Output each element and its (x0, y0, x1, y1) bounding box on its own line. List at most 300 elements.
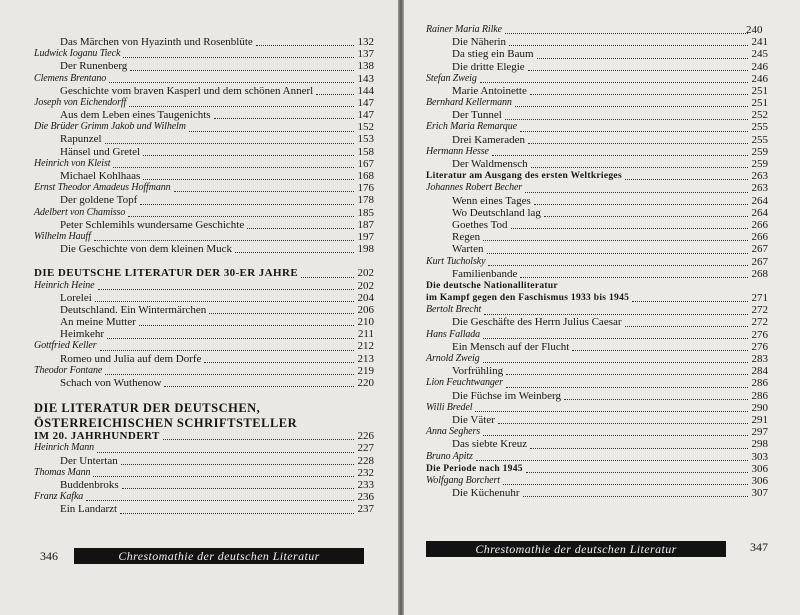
dot-leader (525, 192, 748, 193)
toc-work-entry (34, 146, 374, 158)
toc-page-number: 283 (751, 353, 768, 366)
top-page-number: 240 (746, 24, 763, 36)
toc-page-number: 267 (751, 255, 768, 268)
toc-page-number: 147 (357, 109, 374, 122)
toc-work-entry (34, 170, 374, 182)
toc-page-number: 197 (357, 230, 374, 243)
toc-page-number: 284 (751, 365, 768, 378)
dot-leader (98, 289, 354, 290)
toc-entry-title: Johannes Robert Becher (426, 182, 523, 194)
toc-page-number: 276 (751, 340, 768, 353)
toc-author-entry (34, 231, 374, 243)
toc-work-entry (426, 268, 768, 280)
left-page (0, 0, 398, 615)
toc-author-entry (34, 442, 374, 454)
toc-entry-title: IM 20. JAHRHUNDERT (34, 430, 160, 443)
toc-section-heading (426, 170, 768, 182)
toc-author-entry (426, 24, 768, 36)
toc-page-number: 255 (751, 133, 768, 146)
toc-author-entry (426, 97, 768, 109)
toc-page-number: 220 (357, 377, 374, 390)
toc-entry-title: Warten (452, 243, 484, 256)
dot-leader (174, 191, 354, 192)
dot-leader (520, 131, 748, 132)
toc-work-entry (426, 134, 768, 146)
toc-entry-title: Die deutsche Nationalliteratur (426, 280, 558, 291)
toc-page-number: 306 (751, 474, 768, 487)
toc-work-entry (34, 36, 374, 48)
dot-leader (120, 513, 354, 514)
toc-entry-title: Franz Kafka (34, 491, 84, 503)
toc-section-heading (34, 267, 374, 279)
toc-work-entry (426, 438, 768, 450)
toc-entry-title: Heinrich Heine (34, 279, 95, 291)
toc-entry-title: Hänsel und Gretel (60, 145, 141, 158)
toc-entry-title: Stefan Zweig (426, 72, 477, 84)
toc-entry-title: Lion Feuchtwanger (426, 377, 503, 389)
toc-work-entry (426, 85, 768, 97)
toc-entry-title: An meine Mutter (60, 316, 136, 329)
toc-entry-title: Die Füchse im Weinberg (452, 389, 561, 402)
toc-entry-title: Die Brüder Grimm Jakob und Wilhelm (34, 121, 186, 133)
dot-leader (105, 143, 354, 144)
toc-section-heading (426, 280, 768, 292)
dot-leader (247, 228, 354, 229)
toc-author-entry (426, 402, 768, 414)
toc-page-number: 271 (751, 292, 768, 305)
toc-entry-title: Wolfgang Borchert (426, 474, 500, 486)
toc-page-number: 237 (357, 503, 374, 516)
dot-leader (235, 252, 354, 253)
toc-page-number: 147 (357, 96, 374, 109)
toc-entry-title: Der Runenberg (60, 60, 128, 73)
toc-page-number: 178 (357, 194, 374, 207)
dot-leader (506, 387, 748, 388)
toc-entry-title: Theodor Fontane (34, 364, 103, 376)
dot-leader (564, 399, 748, 400)
section-title-line: DIE LITERATUR DER DEUTSCHEN, (34, 401, 261, 416)
toc-entry-title: Die Näherin (452, 36, 507, 49)
toc-work-entry (34, 455, 374, 467)
dot-leader (93, 476, 354, 477)
dot-leader (487, 253, 749, 254)
toc-entry-title: Da stieg ein Baum (452, 48, 534, 61)
toc-author-entry (34, 97, 374, 109)
toc-entry-title: Der goldene Topf (60, 194, 138, 207)
dot-leader (94, 240, 354, 241)
toc-work-entry (34, 60, 374, 72)
dot-leader (204, 362, 354, 363)
dot-leader (121, 464, 354, 465)
dot-leader (572, 350, 748, 351)
toc-entry-title: Die Geschäfte des Herrn Julius Caesar (452, 316, 622, 329)
toc-page-number: 272 (751, 316, 768, 329)
toc-page-number: 168 (357, 170, 374, 183)
dot-leader (505, 33, 748, 34)
toc-work-entry (34, 85, 374, 97)
toc-page-number: 152 (357, 121, 374, 134)
toc-page-number: 263 (751, 182, 768, 195)
dot-leader (475, 411, 748, 412)
toc-page-number: 251 (751, 97, 768, 110)
dot-leader (209, 313, 354, 314)
toc-page-number: 245 (751, 48, 768, 61)
toc-entry-title: Regen (452, 231, 481, 244)
dot-leader (530, 94, 748, 95)
dot-leader (528, 143, 748, 144)
toc-entry-title: Literatur am Ausgang des ersten Weltkrieges (426, 171, 622, 182)
toc-entry-title: Hermann Hesse (426, 145, 489, 157)
toc-page-number: 259 (751, 145, 768, 158)
toc-entry-title: Romeo und Julia auf dem Dorfe (60, 352, 202, 365)
toc-section-heading (34, 430, 374, 442)
toc-page-number: 290 (751, 401, 768, 414)
toc-work-entry (426, 414, 768, 426)
toc-page-number: 226 (357, 430, 374, 443)
toc-page-number: 266 (751, 231, 768, 244)
dot-leader (301, 277, 354, 278)
dot-leader (139, 325, 354, 326)
toc-page-number: 307 (751, 487, 768, 500)
section-spacer (34, 389, 374, 401)
toc-entry-title: Wo Deutschland lag (452, 206, 541, 219)
toc-entry-title: Willi Bredel (426, 401, 473, 413)
toc-page-number: 291 (751, 413, 768, 426)
toc-work-entry (426, 36, 768, 48)
toc-page-number: 252 (751, 109, 768, 122)
toc-entry-title: Ein Mensch auf der Flucht (452, 340, 570, 353)
toc-work-entry (34, 316, 374, 328)
dot-leader (632, 301, 748, 302)
toc-entry-title: Der Untertan (60, 454, 118, 467)
toc-page-number: 228 (357, 454, 374, 467)
toc-author-entry (34, 73, 374, 85)
toc-work-entry (34, 194, 374, 206)
toc-entry-title: Aus dem Leben eines Taugenichts (60, 109, 211, 122)
dot-leader (122, 488, 354, 489)
toc-page-number: 306 (751, 462, 768, 475)
toc-page-number: 268 (751, 267, 768, 280)
toc-entry-title: Gottfried Keller (34, 340, 97, 352)
toc-page-number: 143 (357, 72, 374, 85)
toc-work-entry (426, 61, 768, 73)
toc-entry-title: Lorelei (60, 291, 92, 304)
dot-leader (503, 484, 748, 485)
dot-leader (316, 94, 354, 95)
dot-leader (537, 58, 748, 59)
toc-entry-title: Anna Seghers (426, 426, 481, 438)
dot-leader (480, 82, 748, 83)
toc-entry-title: Buddenbroks (60, 478, 119, 491)
toc-entry-title: Deutschland. Ein Wintermärchen (60, 303, 207, 316)
toc-page-number: 286 (751, 377, 768, 390)
toc-page-number: 264 (751, 206, 768, 219)
toc-author-entry (34, 182, 374, 194)
dot-leader (534, 204, 748, 205)
toc-author-entry (426, 122, 768, 134)
toc-page-number: 153 (357, 133, 374, 146)
toc-entry-title: Peter Schlemihls wundersame Geschichte (60, 218, 245, 231)
toc-page-number: 263 (751, 170, 768, 183)
toc-entry-title: Das Märchen von Hyazinth und Rosenblüte (60, 35, 253, 48)
section-title-line: ÖSTERREICHISCHEN SCHRIFTSTELLER (34, 415, 298, 430)
toc-work-entry (426, 219, 768, 231)
toc-page-number: 204 (357, 291, 374, 304)
dot-leader (130, 70, 354, 71)
dot-leader (531, 167, 748, 168)
toc-page-number: 286 (751, 389, 768, 402)
toc-page-number: 176 (357, 182, 374, 195)
toc-work-entry (426, 243, 768, 255)
dot-leader (511, 228, 748, 229)
dot-leader (506, 374, 748, 375)
toc-author-entry (426, 304, 768, 316)
toc-work-entry (34, 353, 374, 365)
toc-page-number: 206 (357, 303, 374, 316)
toc-entry-title: Wenn eines Tages (452, 194, 531, 207)
toc-entry-title: Joseph von Eichendorff (34, 96, 127, 108)
dot-leader (483, 435, 748, 436)
toc-author-entry (34, 121, 374, 133)
toc-entry-title: Geschichte vom braven Kasperl und dem schönen Annerl (60, 84, 314, 97)
dot-leader (483, 240, 748, 241)
dot-leader (488, 265, 748, 266)
toc-work-entry (34, 503, 374, 515)
toc-entry-title: Erich Maria Remarque (426, 121, 517, 133)
toc-entry-title: Die Küchenuhr (452, 487, 520, 500)
toc-author-entry (426, 451, 768, 463)
toc-page-number: 137 (357, 48, 374, 61)
toc-work-entry (34, 304, 374, 316)
dot-leader (109, 82, 354, 83)
toc-entry-title: Arnold Zweig (426, 353, 480, 365)
toc-page-number: 210 (357, 316, 374, 329)
toc-work-entry (34, 479, 374, 491)
dot-leader (189, 131, 354, 132)
toc-page-number: 202 (357, 279, 374, 292)
toc-page-number: 297 (751, 426, 768, 439)
toc-page-number: 246 (751, 60, 768, 73)
dot-leader (214, 118, 354, 119)
page-number-left: 346 (40, 549, 58, 563)
dot-leader (256, 45, 354, 46)
toc-entry-title: Rainer Maria Rilke (426, 23, 502, 35)
toc-page-number: 212 (357, 340, 374, 353)
toc-page-number: 219 (357, 364, 374, 377)
dot-leader (625, 179, 748, 180)
dot-leader (484, 314, 748, 315)
toc-work-entry (34, 134, 374, 146)
dot-leader (544, 216, 748, 217)
toc-page-number: 267 (751, 243, 768, 256)
toc-page-number: 227 (357, 442, 374, 455)
toc-section-heading (426, 292, 768, 304)
toc-page-number: 241 (751, 36, 768, 49)
dot-leader (143, 155, 354, 156)
toc-entry-title: Bertolt Brecht (426, 304, 482, 316)
dot-leader (520, 277, 748, 278)
dot-leader (100, 350, 354, 351)
right-page (404, 0, 800, 615)
toc-entry-title: Ernst Theodor Amadeus Hoffmann (34, 182, 171, 194)
toc-work-entry (426, 341, 768, 353)
toc-entry-title: Rapunzel (60, 133, 102, 146)
dot-leader (129, 106, 354, 107)
dot-leader (530, 448, 748, 449)
dot-leader (140, 204, 354, 205)
toc-author-entry (34, 158, 374, 170)
toc-work-entry (34, 328, 374, 340)
toc-work-entry (426, 207, 768, 219)
toc-entry-title: Ludwick Ioganu Tieck (34, 48, 121, 60)
toc-author-entry (426, 256, 768, 268)
toc-entry-title: Heinrich Mann (34, 442, 95, 454)
toc-entry-title: Michael Kohlhaas (60, 170, 141, 183)
table-of-contents-right (426, 24, 768, 499)
table-of-contents-left (34, 36, 374, 516)
toc-author-entry (426, 353, 768, 365)
dot-leader (625, 326, 748, 327)
toc-work-entry (426, 317, 768, 329)
dot-leader (164, 386, 354, 387)
toc-work-entry (426, 365, 768, 377)
toc-page-number: 144 (357, 84, 374, 97)
dot-leader (97, 452, 354, 453)
dot-leader (143, 179, 354, 180)
toc-author-entry (34, 467, 374, 479)
toc-work-entry (34, 243, 374, 255)
toc-author-entry (34, 491, 374, 503)
toc-entry-title: Hans Fallada (426, 328, 481, 340)
toc-page-number: 232 (357, 466, 374, 479)
toc-author-entry (34, 365, 374, 377)
toc-entry-title: Thomas Mann (34, 466, 91, 478)
toc-page-number: 298 (751, 438, 768, 451)
toc-page-number: 236 (357, 491, 374, 504)
toc-work-entry (426, 487, 768, 499)
toc-entry-title: Goethes Tod (452, 218, 508, 231)
section-spacer (34, 255, 374, 267)
toc-work-entry (426, 195, 768, 207)
dot-leader (105, 374, 354, 375)
toc-work-entry (426, 390, 768, 402)
toc-author-entry (34, 280, 374, 292)
dot-leader (476, 460, 748, 461)
toc-author-entry (426, 475, 768, 487)
toc-page-number: 138 (357, 60, 374, 73)
toc-page-number: 158 (357, 145, 374, 158)
toc-page-number: 185 (357, 206, 374, 219)
toc-page-number: 272 (751, 304, 768, 317)
toc-author-entry (426, 182, 768, 194)
toc-author-entry (34, 48, 374, 60)
toc-work-entry (426, 48, 768, 60)
toc-author-entry (426, 377, 768, 389)
toc-entry-title: Drei Kameraden (452, 133, 525, 146)
dot-leader (498, 423, 748, 424)
toc-entry-title: Schach von Wuthenow (60, 377, 162, 390)
footer-banner-right: Chrestomathie der deutschen Literatur (426, 541, 726, 557)
page-number-right: 347 (750, 540, 768, 554)
toc-work-entry (426, 158, 768, 170)
toc-work-entry (34, 109, 374, 121)
toc-work-entry (34, 219, 374, 231)
toc-page-number: 167 (357, 157, 374, 170)
toc-page-number: 264 (751, 194, 768, 207)
toc-author-entry (426, 146, 768, 158)
toc-page-number: 211 (357, 328, 374, 341)
toc-entry-title: Wilhelm Hauff (34, 230, 91, 242)
toc-entry-title: Die Väter (452, 413, 495, 426)
dot-leader (526, 472, 748, 473)
dot-leader (515, 106, 748, 107)
toc-entry-title: Vorfrühling (452, 365, 504, 378)
dot-leader (86, 500, 354, 501)
footer-banner-left: Chrestomathie der deutschen Literatur (74, 548, 364, 564)
dot-leader (113, 167, 354, 168)
toc-page-number: 259 (751, 158, 768, 171)
toc-work-entry (426, 231, 768, 243)
toc-entry-title: Bruno Apitz (426, 450, 473, 462)
toc-entry-title: Familienbande (452, 267, 518, 280)
dot-leader (123, 57, 354, 58)
toc-entry-title: Bernhard Kellermann (426, 97, 512, 109)
toc-entry-title: Die Geschichte von dem kleinen Muck (60, 243, 232, 256)
toc-work-entry (426, 109, 768, 121)
toc-author-entry (426, 73, 768, 85)
toc-entry-title: Kurt Tucholsky (426, 255, 486, 267)
toc-page-number: 198 (357, 243, 374, 256)
dot-leader (492, 155, 748, 156)
toc-author-entry (426, 329, 768, 341)
toc-entry-title: Die Periode nach 1945 (426, 463, 523, 474)
toc-entry-title: Heimkehr (60, 328, 104, 341)
toc-entry-title: Clemens Brentano (34, 72, 107, 84)
dot-leader (163, 439, 354, 440)
toc-entry-title: Ein Landarzt (60, 503, 118, 516)
toc-entry-title: Heinrich von Kleist (34, 157, 111, 169)
dot-leader (107, 338, 354, 339)
toc-page-number: 132 (357, 35, 374, 48)
toc-author-entry (426, 426, 768, 438)
dot-leader (528, 70, 748, 71)
toc-entry-title: Adelbert von Chamisso (34, 206, 126, 218)
toc-page-number: 251 (751, 84, 768, 97)
dot-leader (95, 301, 354, 302)
toc-page-number: 202 (357, 267, 374, 280)
dot-leader (483, 362, 748, 363)
toc-work-entry (34, 377, 374, 389)
toc-entry-title: DIE DEUTSCHE LITERATUR DER 30-ER JAHRE (34, 267, 299, 280)
toc-section-heading (426, 463, 768, 475)
dot-leader (505, 119, 748, 120)
toc-entry-title: im Kampf gegen den Faschismus 1933 bis 1945 (426, 293, 630, 304)
toc-work-entry (34, 292, 374, 304)
toc-entry-title: Der Waldmensch (452, 158, 528, 171)
toc-page-number: 276 (751, 328, 768, 341)
toc-author-entry (34, 207, 374, 219)
dot-leader (483, 338, 748, 339)
toc-page-number: 255 (751, 121, 768, 134)
toc-author-entry (34, 341, 374, 353)
toc-page-number: 303 (751, 450, 768, 463)
toc-page-number: 246 (751, 72, 768, 85)
toc-entry-title: Der Tunnel (452, 109, 502, 122)
dot-leader (128, 216, 354, 217)
toc-page-number: 213 (357, 352, 374, 365)
toc-entry-title: Das siebte Kreuz (452, 438, 528, 451)
toc-page-number: 187 (357, 218, 374, 231)
